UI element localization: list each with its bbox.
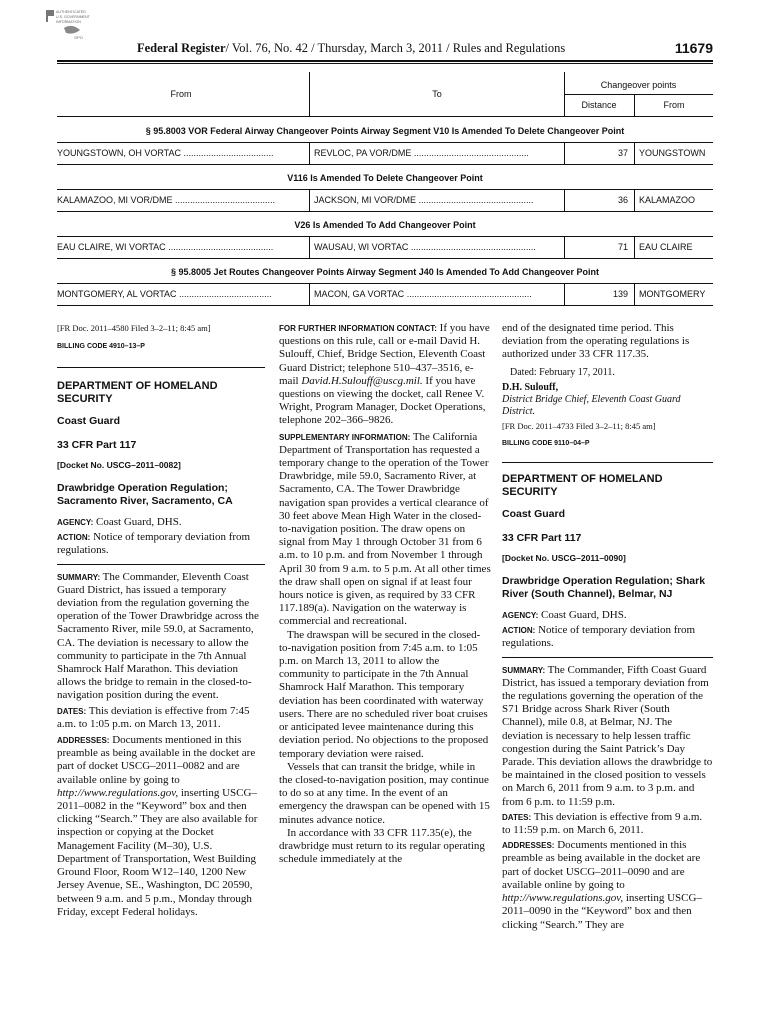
signer-name: D.H. Sulouff, xyxy=(502,381,559,393)
summary-paragraph: SUMMARY: The Commander, Eleventh Coast Guard District, has issued a temporary deviation from the regulation governing the operation of the Tower Drawbridge across the Sacramento River, mile 59.0, at Sacramento, CA. The deviation is necessary to allow the community to participate in the 7th Annual Shamrock Half Marathon. This deviation allows the bridge to remain in the closed-to-navigation position during the event. xyxy=(57,570,259,702)
regulations-link[interactable]: http://www.regulations.gov, xyxy=(57,786,179,799)
agency-line: AGENCY: Coast Guard, DHS. xyxy=(502,609,627,622)
regulations-link[interactable]: http://www.regulations.gov, xyxy=(502,892,624,905)
section-heading: § 95.8005 Jet Routes Changeover Points Airway Segment J40 Is Amended To Add Changeover Point xyxy=(57,259,713,284)
docket-number: [Docket No. USCG–2011–0090] xyxy=(502,552,626,563)
header-subrule xyxy=(564,94,713,95)
cell-distance: 139 xyxy=(612,289,628,299)
supplementary-paragraph: SUPPLEMENTARY INFORMATION: The California Department of Transportation has requested a temporary change to the operation of the Tower Drawbridge, mile 59.0, Sacramento River, at Sacramento, CA. The Tower Drawbridge navigation span provides a vertical clearance of 30 feet above Mean High Water in the closed-to-navigation position. The draw opens on signal from May 1 through October 31 from 6 a.m. to 10 p.m. and from November 1 through April 30 from 9 a.m. to 5 p.m. At all other times the draw shall open on signal if at least four hours notice is given, as required by 33 CFR 117.189(a). Navigation on the waterway is commercial and recreational. xyxy=(279,430,491,628)
cell-from: YOUNGSTOWN, OH VORTAC .................................... xyxy=(57,148,274,158)
cell-distance: 71 xyxy=(617,242,628,252)
body-paragraph: end of the designated time period. This deviation from the operating regulations is authorized under 33 CFR 117.35. xyxy=(502,322,690,361)
cell-from-point: MONTGOMERY xyxy=(639,289,706,299)
summary-paragraph: SUMMARY: The Commander, Fifth Coast Guard District, has issued a temporary deviation from the regulations governing the operation of the S71 Bridge across Shark River (South Channel), mile 0.8, at Belmar, NJ. The deviation is necessary to help lessen traffic congestion during the Saint Patrick’s Day Parade. This deviation allows the drawbridge to be maintained in the closed position to vessels on March 6, 2011 from 9 a.m. to 3 p.m. and from 6 p.m. to 11:59 p.m. xyxy=(502,663,713,808)
text-column-2 xyxy=(279,322,491,866)
document-title: Drawbridge Operation Regulation; Sacramento River, Sacramento, CA xyxy=(57,482,233,508)
docket-number: [Docket No. USCG–2011–0082] xyxy=(57,459,181,470)
table-row xyxy=(57,284,713,306)
summary-rule xyxy=(502,657,713,658)
column-divider xyxy=(309,190,310,211)
billing-code: BILLING CODE 4910–13–P xyxy=(57,343,145,351)
cell-from-point: EAU CLAIRE xyxy=(639,242,693,252)
svg-text:U.S. GOVERNMENT: U.S. GOVERNMENT xyxy=(56,15,90,19)
header-from-point: From xyxy=(663,100,685,110)
column-divider xyxy=(634,284,635,305)
text-column-3 xyxy=(502,322,713,932)
billing-code: BILLING CODE 9110–04–P xyxy=(502,440,590,448)
column-divider xyxy=(634,143,635,164)
contact-email[interactable]: David.H.Sulouff@uscg.mil. xyxy=(301,374,423,387)
contact-paragraph: FOR FURTHER INFORMATION CONTACT: If you have questions on this rule, call or e-mail David H. Sulouff, Chief, Bridge Section, Eleventh Coast Guard District; telephone 510–437–3516, e-mail David.H.Sulouff@uscg.mil. If you have questions on viewing the docket, call Renee V. Wright, Program Manager, Docket Operations, telephone 202–366–9826. xyxy=(279,322,490,427)
agency-heading: DEPARTMENT OF HOMELAND SECURITY xyxy=(502,473,663,499)
cell-from: EAU CLAIRE, WI VORTAC .......................................... xyxy=(57,242,274,252)
gpo-authenticated-logo xyxy=(44,8,94,42)
body-paragraph: In accordance with 33 CFR 117.35(e), the drawbridge must return to its regular operating schedule immediately at the xyxy=(279,826,485,866)
svg-text:INFORMATION: INFORMATION xyxy=(56,20,81,24)
running-header xyxy=(57,38,713,60)
header-changeover-points: Changeover points xyxy=(600,80,677,90)
svg-text:AUTHENTICATED: AUTHENTICATED xyxy=(56,10,86,14)
subagency-heading: Coast Guard xyxy=(57,415,121,428)
changeover-points-table xyxy=(57,72,713,306)
svg-text:GPO: GPO xyxy=(74,35,83,40)
section-heading: § 95.8003 VOR Federal Airway Changeover Points Airway Segment V10 Is Amended To Delete Changeover Point xyxy=(57,117,713,143)
body-paragraph: Vessels that can transit the bridge, while in the closed-to-navigation position, may continue to do so at any time. In the event of an emergency the drawspan can be opened with 15 minutes advance notice. xyxy=(279,760,490,826)
header-from: From xyxy=(170,89,192,99)
cell-from-point: KALAMAZOO xyxy=(639,195,696,205)
table-row xyxy=(57,190,713,212)
column-divider xyxy=(309,143,310,164)
header-rule xyxy=(57,60,713,62)
dated-line: Dated: February 17, 2011. xyxy=(510,366,615,378)
signer-title: District Bridge Chief, Eleventh Coast Guard District. xyxy=(502,394,681,418)
journal-name: Federal Register xyxy=(137,41,226,55)
document-title: Drawbridge Operation Regulation; Shark River (South Channel), Belmar, NJ xyxy=(502,575,706,601)
gpo-seal-icon xyxy=(44,8,94,42)
header-to: To xyxy=(432,89,442,99)
table-row xyxy=(57,237,713,259)
cell-to: MACON, GA VORTAC .................................................. xyxy=(314,289,532,299)
column-divider xyxy=(309,72,310,116)
action-line: ACTION: Notice of temporary deviation from regulations. xyxy=(502,624,696,650)
page-number: 11679 xyxy=(674,40,713,56)
subagency-heading: Coast Guard xyxy=(502,508,566,521)
section-rule xyxy=(502,462,713,463)
addresses-paragraph: ADDRESSES: Documents mentioned in this preamble as being available in the docket are part of docket USCG–2011–0090 and are available online by going to http://www.regulations.gov, inserting USCG–2011–0090 in the “Keyword” box and then clicking “Search.” They are xyxy=(502,839,702,931)
journal-issue-line xyxy=(137,41,565,56)
column-divider xyxy=(309,284,310,305)
cell-distance: 37 xyxy=(617,148,628,158)
issue-info: / Vol. 76, No. 42 / Thursday, March 3, 2011 / Rules and Regulations xyxy=(225,41,566,55)
cell-to: JACKSON, MI VOR/DME .............................................. xyxy=(314,195,534,205)
cell-to: WAUSAU, WI VORTAC .................................................. xyxy=(314,242,536,252)
summary-rule xyxy=(57,564,265,565)
fr-doc-line: [FR Doc. 2011–4580 Filed 3–2–11; 8:45 am] xyxy=(57,323,211,333)
cfr-part: 33 CFR Part 117 xyxy=(502,531,582,544)
cell-from: KALAMAZOO, MI VOR/DME ........................................ xyxy=(57,195,276,205)
column-divider xyxy=(634,190,635,211)
agency-heading: DEPARTMENT OF HOMELAND SECURITY xyxy=(57,380,218,406)
cell-to: REVLOC, PA VOR/DME .............................................. xyxy=(314,148,529,158)
table-row xyxy=(57,143,713,165)
header-rule-thin xyxy=(57,63,713,64)
cell-from: MONTGOMERY, AL VORTAC ..................................... xyxy=(57,289,272,299)
body-paragraph: The drawspan will be secured in the closed-to-navigation position from 7:45 a.m. to 1:05 p.m. on March 13, 2011 to allow the community to participate in the 7th Annual Shamrock Half Marathon. This temporary deviation has been coordinated with waterway users. There are no scheduled river boat cruises or anticipated levee maintenance during this deviation period. No objections to the proposed temporary deviation were raised. xyxy=(279,628,489,760)
section-heading: V116 Is Amended To Delete Changeover Point xyxy=(57,165,713,190)
section-rule xyxy=(57,367,265,368)
column-divider xyxy=(309,237,310,258)
cell-distance: 36 xyxy=(617,195,628,205)
dates-paragraph: DATES: This deviation is effective from 9 a.m. to 11:59 p.m. on March 6, 2011. xyxy=(502,810,703,837)
text-column-1 xyxy=(57,322,265,919)
action-line: ACTION: Notice of temporary deviation from regulations. xyxy=(57,531,251,557)
cfr-part: 33 CFR Part 117 xyxy=(57,438,137,451)
section-heading: V26 Is Amended To Add Changeover Point xyxy=(57,212,713,237)
cell-from-point: YOUNGSTOWN xyxy=(639,148,706,158)
table-header xyxy=(57,72,713,117)
dates-paragraph: DATES: This deviation is effective from 7:45 a.m. to 1:05 p.m. on March 13, 2011. xyxy=(57,704,250,730)
column-divider xyxy=(634,237,635,258)
fr-doc-line: [FR Doc. 2011–4733 Filed 3–2–11; 8:45 am] xyxy=(502,421,656,432)
agency-line: AGENCY: Coast Guard, DHS. xyxy=(57,516,182,529)
header-distance: Distance xyxy=(581,100,617,110)
addresses-paragraph: ADDRESSES: Documents mentioned in this preamble as being available in the docket are part of docket USCG–2011–0082 and are available online by going to http://www.regulations.gov, inserting USCG–2011–0082 in the “Keyword” box and then clicking “Search.” They are also available for inspection or copying at the Docket Management Facility (M–30), U.S. Department of Transportation, West Building Ground Floor, Room W12–140, 1200 New Jersey Avenue, SE., Washington, DC 20590, between 9 a.m. and 5 p.m., Monday through Friday, except Federal holidays. xyxy=(57,734,258,918)
